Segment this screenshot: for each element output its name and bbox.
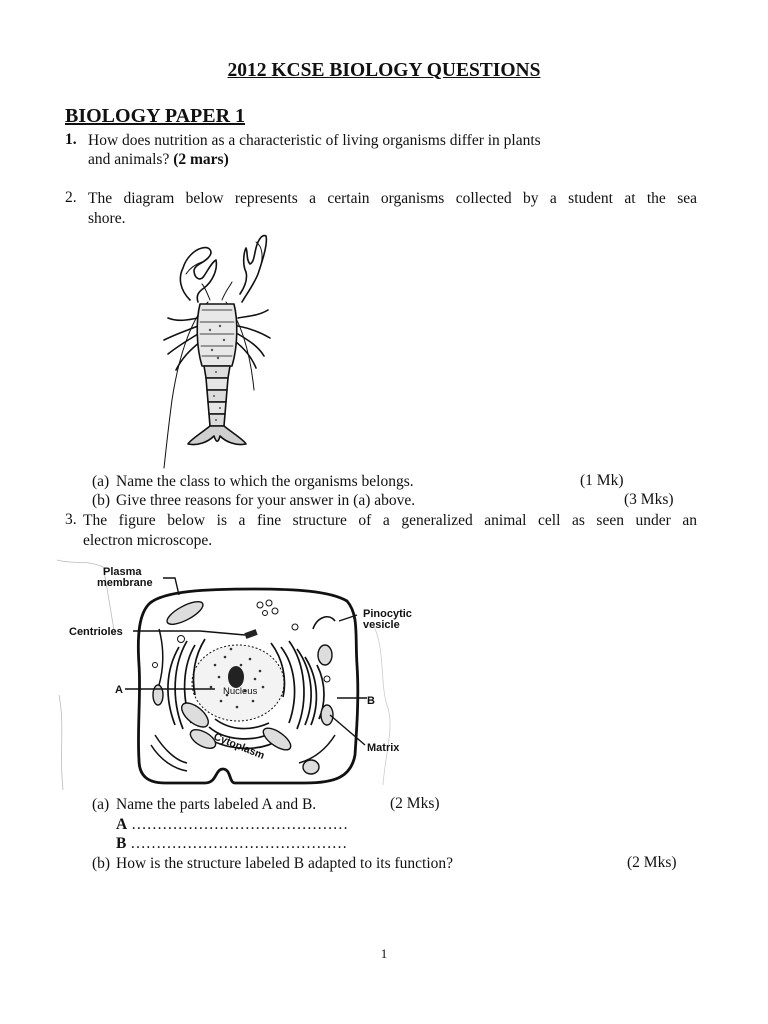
crustacean-figure <box>150 230 285 470</box>
q3a-label: (a) <box>92 796 110 813</box>
label-matrix: Matrix <box>367 742 400 754</box>
q3b-marks: (2 Mks) <box>627 854 677 871</box>
answer-a-letter: A <box>116 816 128 833</box>
q2-line1: The diagram below represents a certain organisms collected by a student at the sea <box>88 190 697 207</box>
q3-line2: electron microscope. <box>83 532 213 549</box>
q2-line2: shore. <box>88 210 126 227</box>
page-number: 1 <box>380 946 388 961</box>
label-centrioles: Centrioles <box>69 626 123 638</box>
label-cytoplasm: Cytoplasm <box>211 730 267 762</box>
q2-number: 2. <box>65 189 77 206</box>
answer-line-a[interactable] <box>116 815 348 834</box>
q3-line1: The figure below is a fine structure of a generalized animal cell as seen under an <box>83 512 697 529</box>
q2a-marks: (1 Mk) <box>580 472 624 489</box>
label-membrane: membrane <box>97 577 153 589</box>
label-nucleus: Nucleus <box>223 686 258 697</box>
answer-b-letter: B <box>116 835 127 852</box>
document-title: 2012 KCSE BIOLOGY QUESTIONS <box>227 60 541 81</box>
q1-marks: (2 mars) <box>173 151 229 168</box>
q2b-label: (b) <box>92 492 111 509</box>
label-pinocytic: Pinocytic <box>363 608 412 620</box>
q1-line2 <box>88 150 229 169</box>
q3a-marks: (2 Mks) <box>390 795 440 812</box>
q3-number: 3. <box>65 511 77 528</box>
q1-number: 1. <box>65 131 77 148</box>
q3a-text: Name the parts labeled A and B. <box>116 796 317 813</box>
q1-line2-text: and animals? <box>88 151 170 168</box>
label-plasma: Plasma <box>103 566 142 578</box>
q1-line1: How does nutrition as a characteristic of living organisms differ in plants <box>88 132 541 149</box>
answer-a-dots: …………………………………… <box>131 816 349 833</box>
q2a-label: (a) <box>92 473 110 490</box>
label-vesicle: vesicle <box>363 619 400 631</box>
label-a: A <box>115 684 123 696</box>
answer-line-b[interactable] <box>116 834 347 853</box>
q3b-label: (b) <box>92 855 111 872</box>
paper-heading: BIOLOGY PAPER 1 <box>65 105 246 127</box>
answer-b-dots: …………………………………… <box>130 835 348 852</box>
q3b-text: How is the structure labeled B adapted to its function? <box>116 855 454 872</box>
animal-cell-figure <box>55 555 425 795</box>
label-b: B <box>367 695 375 707</box>
q2a-text: Name the class to which the organisms belongs. <box>116 473 414 490</box>
q2b-marks: (3 Mks) <box>624 491 674 508</box>
q2b-text: Give three reasons for your answer in (a) above. <box>116 492 416 509</box>
